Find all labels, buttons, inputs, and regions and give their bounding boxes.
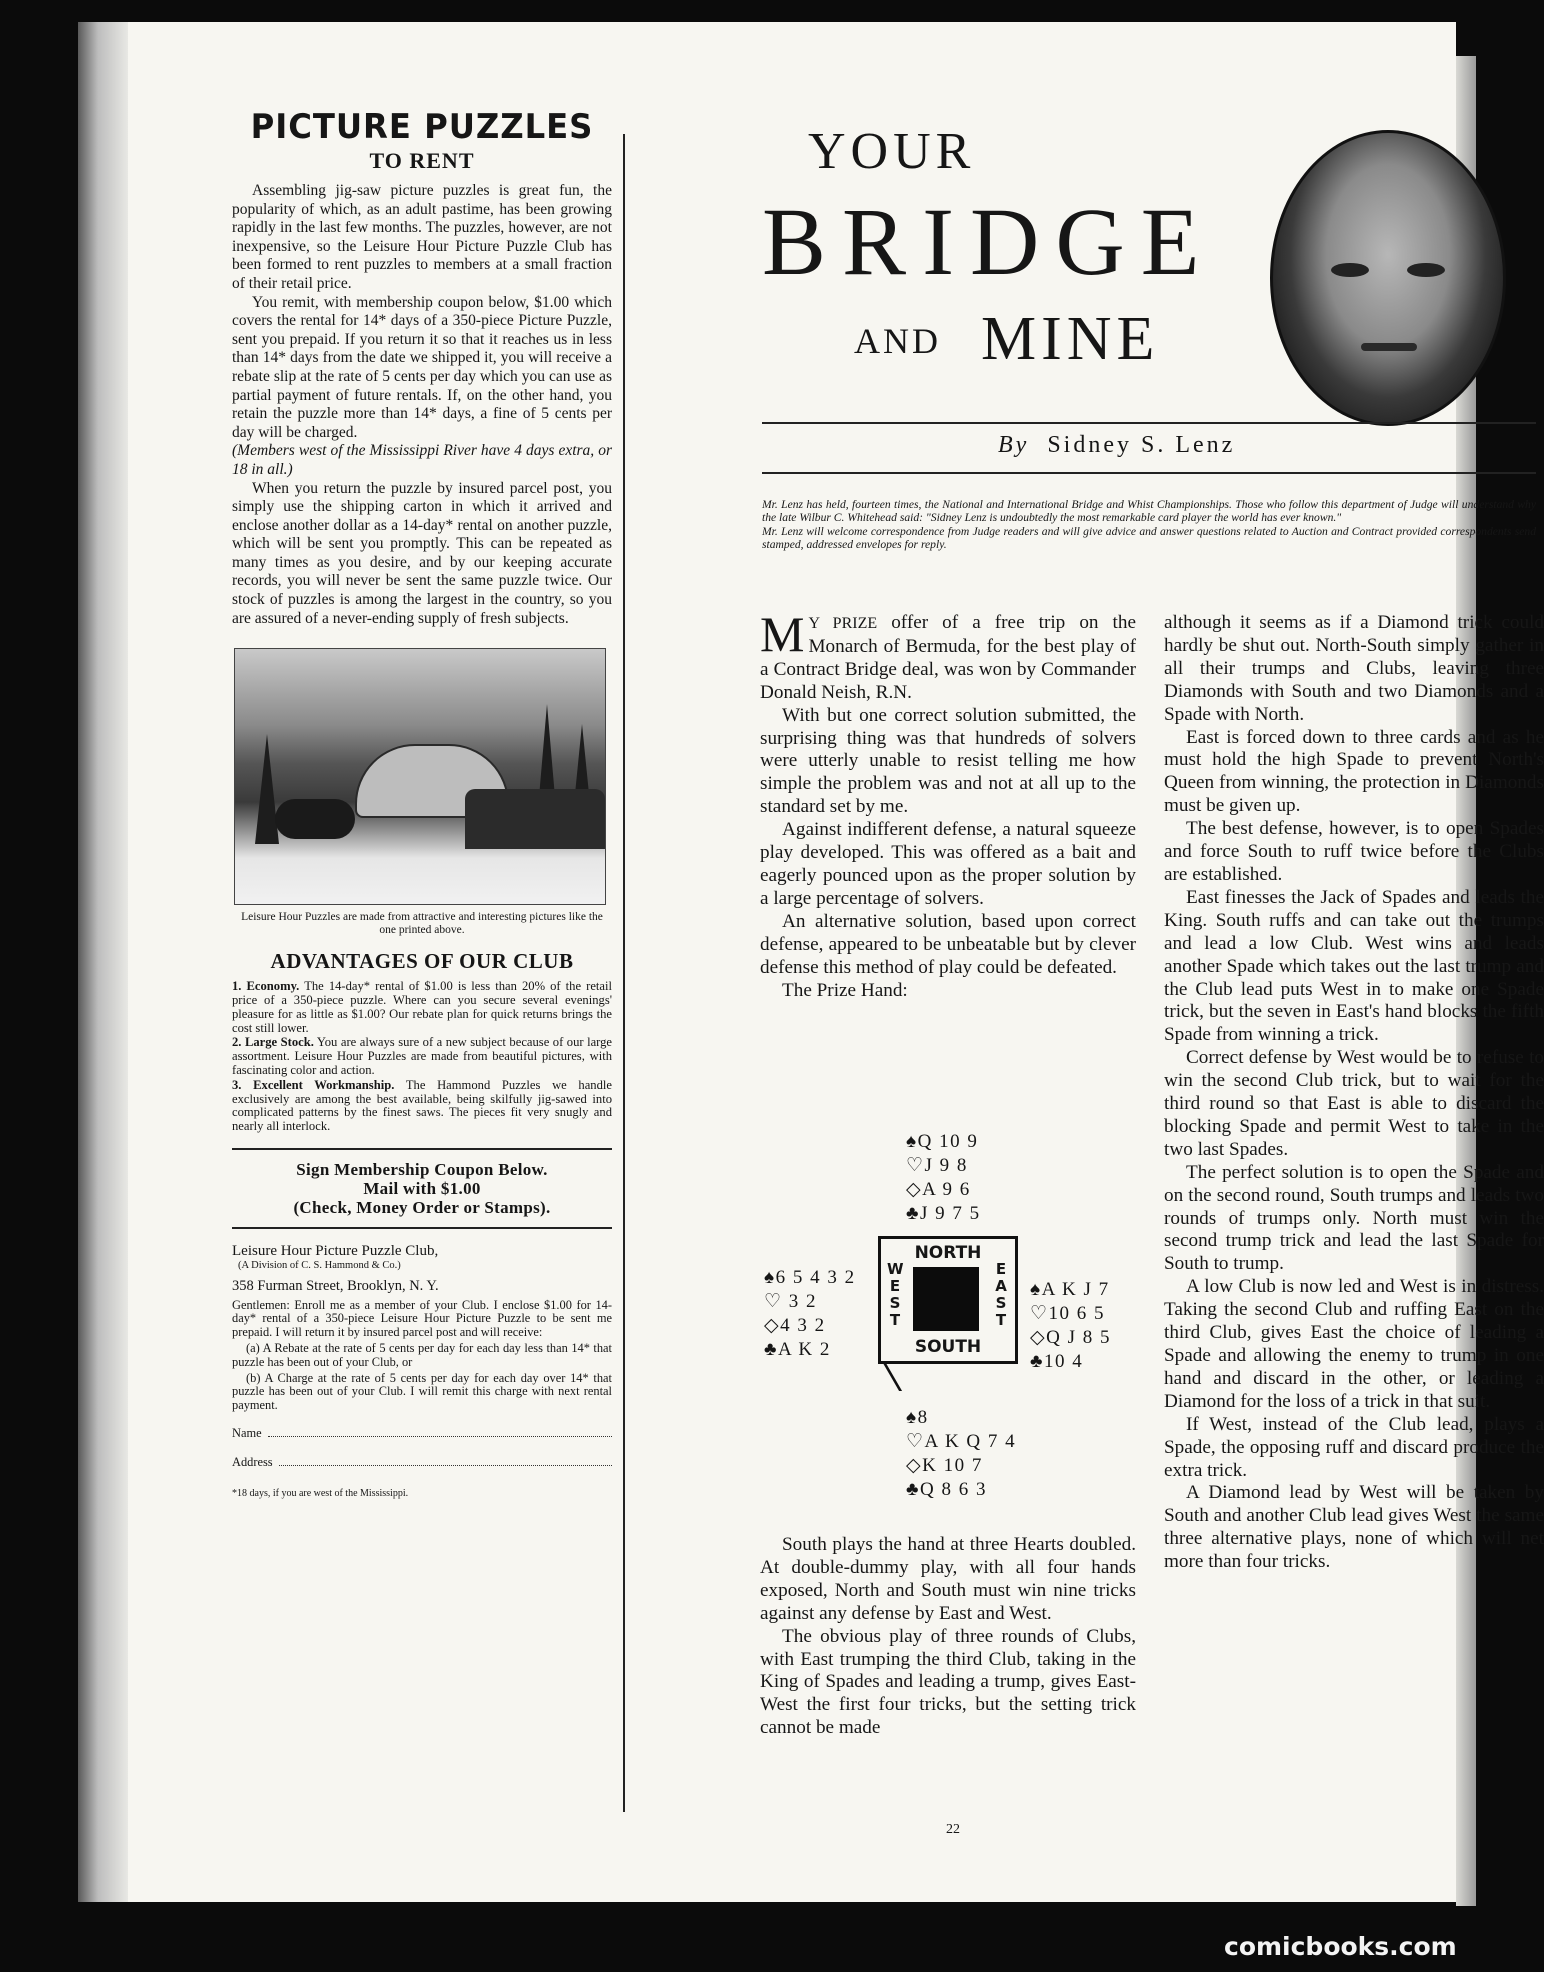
puzzle-photo bbox=[234, 648, 606, 905]
puzzles-para-2-note: (Members west of the Mississippi River have 4 days extra, or 18 in all.) bbox=[232, 442, 612, 478]
article-column-1 bbox=[760, 606, 1136, 1002]
portrait-eye bbox=[1407, 263, 1445, 277]
compass-west-label: W E S T bbox=[887, 1260, 904, 1329]
compass-table bbox=[878, 1236, 1018, 1364]
table-shadow bbox=[883, 1363, 1022, 1391]
headline-your: YOUR bbox=[808, 123, 976, 180]
author-intro: Mr. Lenz has held, fourteen times, the National and International Bridge and Whist Championships. Those who follow this department of Judge will understand why the late Wilbur C. Whitehead said: "Sidney Lenz is undoubtedly the most remarkable card player the world has ever known." Mr. Lenz will welcome correspondence from Judge readers and will give advice and answer questions related to Auction and Contract provided correspondents send stamped, addressed envelopes for reply. bbox=[762, 498, 1536, 551]
article-para: M Y PRIZE offer of a free trip on the Monarch of Bermuda, for the best play of a Contract Bridge deal, was won by Commander Donald Neish, R.N. bbox=[760, 606, 1136, 703]
article-column-2 bbox=[1164, 612, 1544, 1574]
article-para: The Prize Hand: bbox=[782, 979, 908, 1001]
puzzles-title: PICTURE PUZZLES bbox=[250, 107, 594, 147]
puzzles-para-3: When you return the puzzle by insured parcel post, you simply use the shipping carton in which it arrived and enclose another dollar as a 14-day* rental on another puzzle, which will be sent you promptly. This can be repeated as many times as you desire, and by our keeping accurate records, you will never be sent the same puzzle twice. Our stock of puzzles is among the largest in the country, so you are assured of a never-ending supply of fresh subjects. bbox=[232, 479, 612, 627]
club-division: (A Division of C. S. Hammond & Co.) bbox=[238, 1260, 401, 1272]
south-hand: ♠8 ♡A K Q 7 4 ◇K 10 7 ♣Q 8 6 3 bbox=[906, 1407, 1017, 1500]
coupon-heading: Sign Membership Coupon Below. Mail with $1.00 (Check, Money Order or Stamps). bbox=[293, 1160, 551, 1218]
address-field[interactable]: Address bbox=[232, 1455, 612, 1470]
headline-mine: MINE bbox=[981, 305, 1160, 373]
article-para: The obvious play of three rounds of Clubs, with East trumping the third Club, taking in the King of Spades and leading a trump, gives East-West the first four tricks, but the setting trick cannot be made bbox=[760, 1625, 1136, 1739]
crowd-shape bbox=[465, 789, 605, 849]
advantage-item: 1. Economy. The 14-day* rental of $1.00 is less than 20% of the retail price of a 350-piece puzzle. Where can you secure several evenings' pleasure for as little as $1.00? Our rebate plan for quick returns brings the cost still lower. bbox=[232, 979, 613, 1035]
header-rule bbox=[762, 422, 1536, 424]
club-address: 358 Furman Street, Brooklyn, N. Y. bbox=[232, 1278, 439, 1295]
article-para: The best defense, however, is to open Spades and force South to ruff twice before the Clubs are established. bbox=[1164, 818, 1544, 885]
horse-shape bbox=[275, 799, 355, 839]
headline-bridge: BRIDGE bbox=[762, 188, 1216, 295]
article-para: The perfect solution is to open the Spade and on the second round, South trumps and leads two rounds of trumps only. North must win the second trump trick and lead the last Spade for South to trump. bbox=[1164, 1161, 1544, 1275]
compass-south-label: SOUTH bbox=[914, 1337, 982, 1357]
article-column-1-continued bbox=[760, 1534, 1136, 1740]
article-para: A Diamond lead by West will be taken by South and another Club lead gives West the same three alternative plays, none of which will net more than four tricks. bbox=[1164, 1482, 1544, 1573]
advantage-item: 3. Excellent Workmanship. The Hammond Puzzles we handle exclusively are among the best available, being skilfully jig-sawed into complicated patterns by the finest saws. The pieces fit very snugly and nearly all interlock. bbox=[232, 1077, 612, 1134]
club-name: Leisure Hour Picture Puzzle Club, bbox=[232, 1243, 439, 1260]
article-para: East is forced down to three cards and as he must hold the high Spade to prevent North's Queen from winning, the protection in Diamonds must be given up. bbox=[1164, 726, 1544, 817]
compass-east-label: E A S T bbox=[995, 1260, 1007, 1329]
article-para: Correct defense by West would be to refuse to win the second Club trick, but to wait for the third round so that East is able to discard the blocking Spade and permit West to take in the two last Spades. bbox=[1164, 1047, 1544, 1160]
photo-caption: Leisure Hour Puzzles are made from attractive and interesting pictures like the one printed above. bbox=[241, 911, 603, 937]
advantage-item: 2. Large Stock. You are always sure of a new subject because of our large assortment. Leisure Hour Puzzles are made from beautiful pictures, with fascinating color and action. bbox=[232, 1035, 613, 1078]
divider bbox=[232, 1227, 612, 1229]
puzzles-subtitle: TO RENT bbox=[369, 148, 475, 173]
coupon-text: Gentlemen: Enroll me as a member of your Club. I enclose $1.00 for 14-day* rental of a 350-piece Leisure Hour Picture Puzzle to be sent me prepaid. I will return it by insured parcel post and will receive: bbox=[232, 1298, 612, 1339]
tree-shape bbox=[255, 734, 279, 844]
page-number: 22 bbox=[946, 1822, 960, 1837]
article-para: although it seems as if a Diamond trick could hardly be shut out. North-South simply gather in all their trumps and Clubs, leaving three Diamonds with South and two Diamonds and a Spade with North. bbox=[1164, 612, 1544, 725]
advantages-heading: ADVANTAGES OF OUR CLUB bbox=[270, 949, 574, 974]
picture-puzzles-column bbox=[232, 108, 612, 1499]
article-para: Against indifferent defense, a natural squeeze play developed. This was offered as a bait and eagerly pounced upon as the proper solution by a large percentage of solvers. bbox=[760, 819, 1136, 909]
coupon-option-a: (a) A Rebate at the rate of 5 cents per day for each day less than 14* that puzzle has been out of your Club, or bbox=[232, 1341, 612, 1369]
article-para: If West, instead of the Club lead, plays a Spade, the opposing ruff and discard produce the extra trick. bbox=[1164, 1413, 1544, 1481]
header-rule bbox=[762, 472, 1536, 474]
bridge-hand-diagram bbox=[760, 1130, 1150, 1510]
magazine-page bbox=[128, 22, 1544, 1902]
name-field[interactable]: Name bbox=[232, 1426, 612, 1441]
article-para: South plays the hand at three Hearts doubled. At double-dummy play, with all four hands exposed, North and South must win nine tricks against any defense by East and West. bbox=[760, 1534, 1136, 1624]
site-watermark: comicbooks.com bbox=[1224, 1932, 1457, 1961]
puzzles-para-2: You remit, with membership coupon below, $1.00 which covers the rental for 14* days of a 350-piece Picture Puzzle, sent you prepaid. If you return it so that it reaches us in less than 14* days from the date we shipped it, you will receive a rebate slip at the rate of 5 cents per day which you can use as partial payment of future rentals. If, on the other hand, you retain the puzzle more than 14* days, a fine of 5 cents per day will be charged. bbox=[232, 293, 612, 441]
article-para: An alternative solution, based upon correct defense, appeared to be unbeatable but by clever defense this method of play could be defeated. bbox=[760, 910, 1136, 978]
coupon-option-b: (b) A Charge at the rate of 5 cents per day for each day over 14* that puzzle has been out of your Club. I will remit this charge with next rental payment. bbox=[232, 1371, 612, 1412]
portrait-mouth bbox=[1361, 343, 1417, 351]
north-hand: ♠Q 10 9 ♡J 9 8 ◇A 9 6 ♣J 9 7 5 bbox=[906, 1131, 981, 1224]
article-para: With but one correct solution submitted, the surprising thing was that hundreds of solvers were utterly unable to resist telling me how simple the problem was and not at all up to the standard set by me. bbox=[760, 704, 1136, 818]
west-hand: ♠6 5 4 3 2 ♡ 3 2 ◇4 3 2 ♣A K 2 bbox=[764, 1267, 856, 1360]
column-rule bbox=[623, 134, 625, 1812]
footnote: *18 days, if you are west of the Mississippi. bbox=[232, 1488, 409, 1500]
headline-and: AND bbox=[854, 321, 941, 361]
puzzles-para-1: Assembling jig-saw picture puzzles is great fun, the popularity of which, as an adult pastime, has been growing rapidly in the last few months. The puzzles, however, are not inexpensive, so the Leisure Hour Picture Puzzle Club has been formed to rent puzzles to members at a small fraction of their retail price. bbox=[232, 182, 612, 292]
byline: By Sidney S. Lenz bbox=[998, 432, 1236, 458]
author-portrait bbox=[1270, 130, 1506, 426]
book-binding bbox=[78, 22, 128, 1902]
compass-north-label: NORTH bbox=[914, 1243, 982, 1263]
article-para: East finesses the Jack of Spades and leads the King. South ruffs and can take out the trumps and lead a low Club. West wins and leads another Spade which takes out the last trump and the Club lead puts West in to make one Spade trick, but the seven in East's hand blocks the fifth Spade from winning a trick. bbox=[1164, 886, 1544, 1046]
east-hand: ♠A K J 7 ♡10 6 5 ◇Q J 8 5 ♣10 4 bbox=[1030, 1279, 1111, 1372]
divider bbox=[232, 1148, 612, 1150]
table-center bbox=[913, 1267, 979, 1331]
portrait-eye bbox=[1331, 263, 1369, 277]
article-para: A low Club is now led and West is in distress. Taking the second Club and ruffing East on the third Club, gives East the choice of leading a Spade and allowing the enemy to trump in one hand and discard in the other, or leading a Diamond for the loss of a trick in that suit. bbox=[1164, 1276, 1544, 1412]
